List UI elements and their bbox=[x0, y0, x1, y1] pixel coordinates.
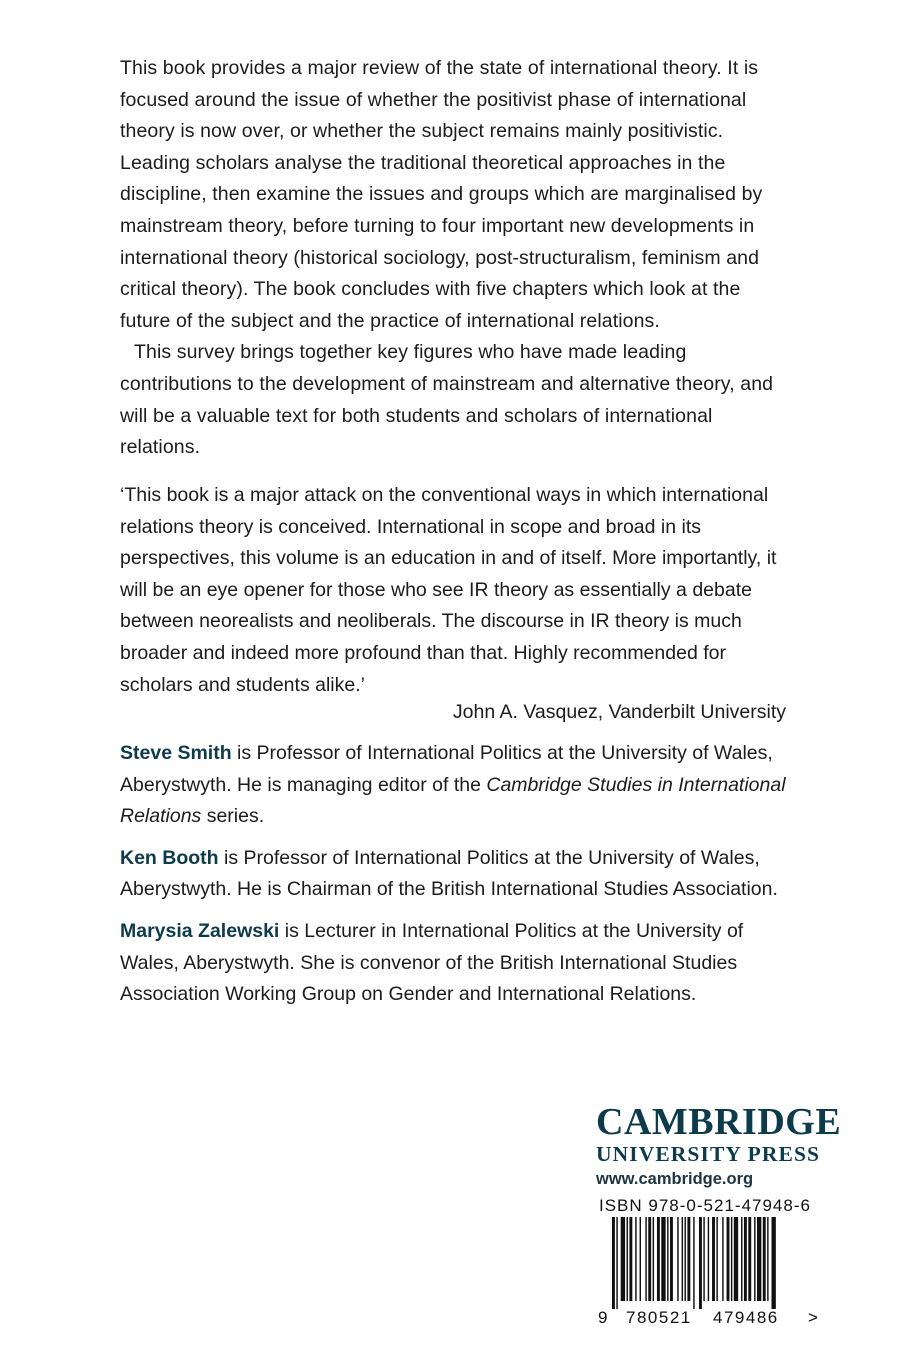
barcode-bars bbox=[612, 1217, 776, 1309]
barcode-bar bbox=[772, 1217, 776, 1309]
author-bio-booth bbox=[120, 843, 800, 906]
barcode-bar bbox=[712, 1217, 715, 1301]
barcode-bar bbox=[687, 1217, 690, 1301]
series-title: Cambridge Studies in International Relations bbox=[120, 773, 786, 828]
publisher-url: www.cambridge.org bbox=[596, 1170, 754, 1188]
barcode-bar bbox=[757, 1217, 761, 1301]
barcode-bar bbox=[767, 1217, 768, 1301]
author-bios bbox=[120, 738, 800, 1021]
barcode-bar bbox=[693, 1217, 694, 1309]
barcode-bar bbox=[645, 1217, 646, 1301]
barcode-bar bbox=[685, 1217, 686, 1301]
review-attribution: John A. Vasquez, Vanderbilt University bbox=[452, 701, 786, 724]
barcode-first-digit: 9 bbox=[598, 1308, 608, 1327]
barcode-bar bbox=[629, 1217, 632, 1301]
author-name: Marysia Zalewski bbox=[120, 919, 280, 942]
barcode-bar bbox=[653, 1217, 654, 1301]
review-text: ‘This book is a major attack on the conventional ways in which international relations theory is conceived. International in scope and broad in its perspectives, this volume is an education in and of itself. More importantly, it will be an eye opener for those who see IR theory as essentially a debate between neorealists and neoliberals. The discourse in IR theory is much broader and indeed more profound than that. Highly recommended for scholars and students alike.’ bbox=[120, 484, 777, 696]
author-bio-zalewski bbox=[120, 916, 800, 1011]
barcode-digits-right: 479486 bbox=[713, 1308, 779, 1327]
barcode-bar bbox=[703, 1217, 704, 1301]
barcode-end-mark: > bbox=[808, 1308, 818, 1327]
barcode-bar bbox=[635, 1217, 636, 1301]
author-bio-text: is Lecturer in International Politics at the University of Wales, Aberystwyth. She is convenor of the British International Studies Association Working Group on Gender and International Relations. bbox=[120, 919, 744, 1006]
barcode-bar bbox=[748, 1217, 751, 1301]
barcode-bar bbox=[763, 1217, 766, 1301]
author-bio-text: series. bbox=[201, 805, 265, 828]
barcode-bar bbox=[734, 1217, 738, 1301]
barcode-bar bbox=[648, 1217, 651, 1301]
barcode-bar bbox=[621, 1217, 625, 1301]
barcode-bar bbox=[670, 1217, 673, 1301]
barcode-bar bbox=[640, 1217, 641, 1301]
isbn-label: ISBN 978-0-521-47948-6 bbox=[599, 1196, 811, 1215]
barcode-bar bbox=[616, 1217, 617, 1309]
author-name: Steve Smith bbox=[120, 742, 232, 764]
barcode-bar bbox=[744, 1217, 747, 1301]
barcode-bar bbox=[731, 1217, 732, 1301]
author-bio-smith bbox=[120, 738, 800, 833]
barcode-digits-left: 780521 bbox=[626, 1308, 692, 1327]
publisher-name: CAMBRIDGE bbox=[596, 1101, 842, 1143]
barcode-bar bbox=[708, 1217, 709, 1301]
description-paragraph-2: This survey brings together key figures who have made leading contributions to the development of mainstream and alternative theory, and will be a valuable text for both students and scholars of international relations. bbox=[120, 341, 774, 459]
publisher-press: UNIVERSITY PRESS bbox=[596, 1142, 821, 1166]
barcode-bar bbox=[667, 1217, 668, 1301]
book-description bbox=[120, 53, 790, 464]
barcode-bar bbox=[657, 1217, 660, 1301]
author-bio-text: is Professor of International Politics at the University of Wales, Aberystwyth. He is Chairman of the British International Studies Association. bbox=[120, 846, 778, 901]
review-quote bbox=[120, 480, 790, 729]
barcode-bar bbox=[612, 1217, 615, 1309]
description-paragraph-1: This book provides a major review of the state of international theory. It is focused around the issue of whether the positivist phase of international theory is now over, or whether the subject remains mainly positivistic. Leading scholars analyse the traditional theoretical approaches in the discipline, then examine the issues and groups which are marginalised by mainstream theory, before turning to four important new developments in international theory (historical sociology, post-structuralism, feminism and critical theory). The book concludes with five chapters which look at the future of the subject and the practice of international relations. bbox=[120, 57, 763, 332]
author-name: Ken Booth bbox=[120, 846, 219, 869]
publisher-logo bbox=[596, 1101, 842, 1191]
barcode bbox=[596, 1217, 826, 1327]
barcode-bar bbox=[677, 1217, 678, 1301]
barcode-bar bbox=[754, 1217, 755, 1301]
barcode-bar bbox=[661, 1217, 665, 1301]
barcode-bar bbox=[727, 1217, 730, 1301]
barcode-bar bbox=[741, 1217, 742, 1301]
barcode-bar bbox=[699, 1217, 702, 1309]
barcode-bar bbox=[627, 1217, 628, 1301]
barcode-bar bbox=[722, 1217, 723, 1301]
barcode-bar bbox=[682, 1217, 683, 1301]
author-bio-text: is Professor of International Politics at the University of Wales, Aberystwyth. He is managing editor of the bbox=[120, 742, 773, 796]
barcode-bar bbox=[716, 1217, 717, 1301]
